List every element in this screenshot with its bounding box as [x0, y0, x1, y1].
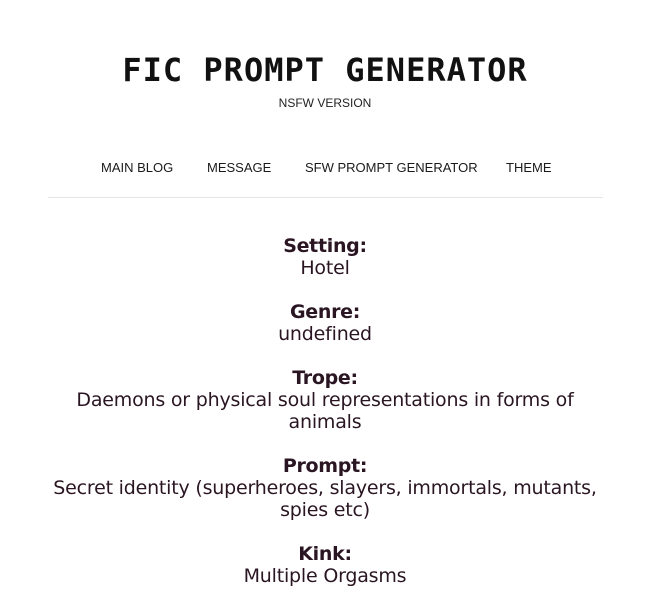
genre-field [40, 301, 610, 345]
prompt-field [40, 455, 610, 521]
setting-field [40, 235, 610, 279]
site-title: FIC PROMPT GENERATOR [122, 51, 528, 89]
setting-value: Hotel [300, 257, 350, 279]
prompt-label: Prompt: [282, 455, 368, 477]
trope-value: Daemons or physical soul representations in forms of animals [76, 389, 574, 433]
header-divider [48, 197, 603, 198]
kink-field [40, 543, 610, 587]
nav-link-main-blog[interactable]: MAIN BLOG [101, 160, 174, 175]
trope-label: Trope: [292, 367, 358, 389]
nav-link-theme[interactable]: THEME [506, 160, 552, 175]
setting-label: Setting: [283, 235, 367, 257]
site-subtitle: NSFW VERSION [278, 96, 372, 110]
genre-value: undefined [278, 323, 372, 345]
prompt-value: Secret identity (superheroes, slayers, immortals, mutants, spies etc) [53, 477, 597, 521]
main-nav [0, 159, 650, 177]
nav-link-sfw-prompt-generator[interactable]: SFW PROMPT GENERATOR [305, 160, 478, 175]
trope-field [40, 367, 610, 433]
nav-link-message[interactable]: MESSAGE [207, 160, 272, 175]
kink-label: Kink: [298, 543, 352, 565]
kink-value: Multiple Orgasms [243, 565, 407, 587]
prompt-results [40, 235, 610, 609]
genre-label: Genre: [289, 301, 361, 323]
